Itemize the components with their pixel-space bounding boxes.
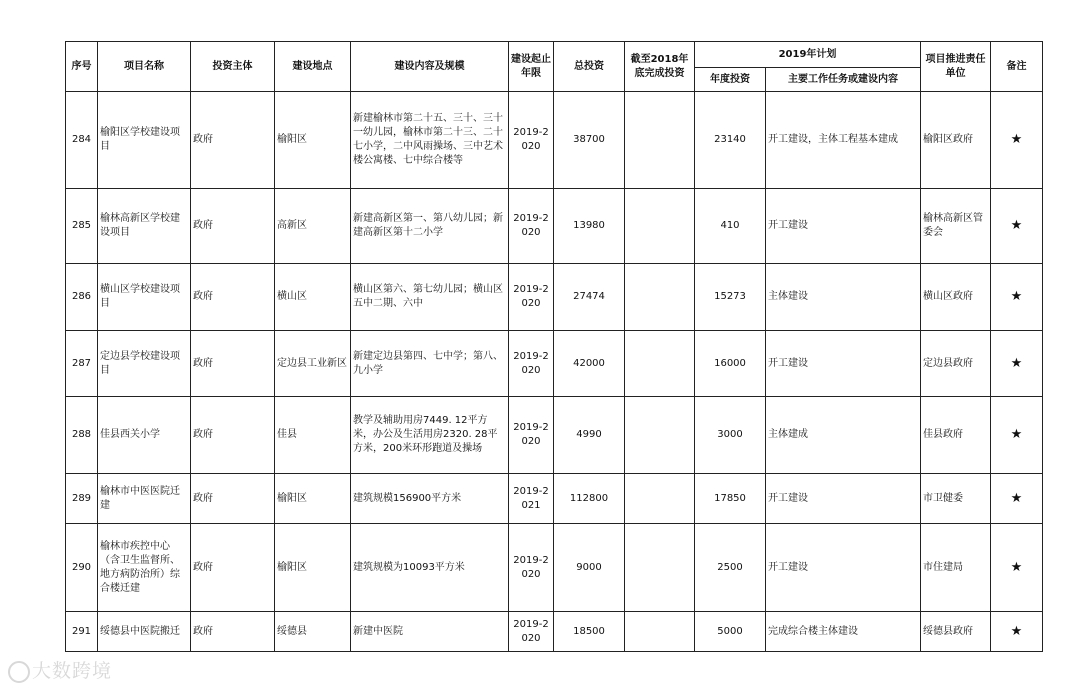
cell-seq: 289 [66, 474, 98, 524]
cell-content: 横山区第六、第七幼儿园；横山区五中二期、六中 [351, 264, 509, 331]
star-icon: ★ [991, 612, 1043, 652]
cell-annual: 17850 [695, 474, 766, 524]
star-icon: ★ [991, 397, 1043, 474]
cell-annual: 5000 [695, 612, 766, 652]
header-investor: 投资主体 [191, 42, 275, 92]
cell-period: 2019-2020 [509, 524, 554, 612]
star-icon: ★ [991, 264, 1043, 331]
cell-period: 2019-2020 [509, 331, 554, 397]
header-note: 备注 [991, 42, 1043, 92]
header-tasks: 主要工作任务或建设内容 [766, 68, 921, 92]
cell-annual: 16000 [695, 331, 766, 397]
table-row [66, 189, 1043, 264]
table-row [66, 474, 1043, 524]
cell-period: 2019-2021 [509, 474, 554, 524]
cell-tasks: 开工建设 [766, 331, 921, 397]
cell-unit: 榆阳区政府 [921, 92, 991, 189]
cell-seq: 284 [66, 92, 98, 189]
cell-name: 佳县西关小学 [98, 397, 191, 474]
table-row [66, 92, 1043, 189]
cell-unit: 榆林高新区管委会 [921, 189, 991, 264]
cell-annual: 23140 [695, 92, 766, 189]
cell-total: 4990 [554, 397, 625, 474]
cell-name: 横山区学校建设项目 [98, 264, 191, 331]
cell-total: 38700 [554, 92, 625, 189]
cell-tasks: 开工建设，主体工程基本建成 [766, 92, 921, 189]
cell-content: 新建中医院 [351, 612, 509, 652]
cell-annual: 15273 [695, 264, 766, 331]
star-icon: ★ [991, 189, 1043, 264]
cell-annual: 410 [695, 189, 766, 264]
project-table [65, 41, 1043, 652]
cell-investor: 政府 [191, 474, 275, 524]
header-content: 建设内容及规模 [351, 42, 509, 92]
header-done2018: 截至2018年底完成投资 [625, 42, 695, 92]
cell-unit: 绥德县政府 [921, 612, 991, 652]
cell-done2018 [625, 474, 695, 524]
cell-annual: 2500 [695, 524, 766, 612]
cell-investor: 政府 [191, 397, 275, 474]
cell-tasks: 开工建设 [766, 524, 921, 612]
table-row [66, 331, 1043, 397]
cell-investor: 政府 [191, 92, 275, 189]
cell-seq: 285 [66, 189, 98, 264]
cell-annual: 3000 [695, 397, 766, 474]
cell-content: 教学及辅助用房7449. 12平方米，办公及生活用房2320. 28平方米，200米环形跑道及操场 [351, 397, 509, 474]
project-table-sheet [65, 41, 1042, 652]
cell-unit: 定边县政府 [921, 331, 991, 397]
cell-done2018 [625, 524, 695, 612]
cell-total: 112800 [554, 474, 625, 524]
cell-period: 2019-2020 [509, 612, 554, 652]
cell-done2018 [625, 397, 695, 474]
cell-unit: 市卫健委 [921, 474, 991, 524]
cell-total: 13980 [554, 189, 625, 264]
cell-period: 2019-2020 [509, 92, 554, 189]
cell-total: 18500 [554, 612, 625, 652]
cell-content: 新建高新区第一、第八幼儿园；新建高新区第十二小学 [351, 189, 509, 264]
cell-tasks: 主体建成 [766, 397, 921, 474]
cell-name: 绥德县中医院搬迁 [98, 612, 191, 652]
cell-seq: 286 [66, 264, 98, 331]
cell-unit: 市住建局 [921, 524, 991, 612]
table-row [66, 524, 1043, 612]
cell-investor: 政府 [191, 612, 275, 652]
star-icon: ★ [991, 474, 1043, 524]
star-icon: ★ [991, 331, 1043, 397]
cell-period: 2019-2020 [509, 189, 554, 264]
header-annual: 年度投资 [695, 68, 766, 92]
table-row [66, 612, 1043, 652]
cell-location: 高新区 [275, 189, 351, 264]
cell-done2018 [625, 189, 695, 264]
header-period: 建设起止年限 [509, 42, 554, 92]
cell-done2018 [625, 92, 695, 189]
cell-content: 新建榆林市第二十五、三十、三十一幼儿园，榆林市第二十三、二十七小学，二中风雨操场、三中艺术楼公寓楼、七中综合楼等 [351, 92, 509, 189]
cell-location: 定边县工业新区 [275, 331, 351, 397]
cell-investor: 政府 [191, 331, 275, 397]
header-unit: 项目推进责任单位 [921, 42, 991, 92]
cell-location: 佳县 [275, 397, 351, 474]
cell-seq: 288 [66, 397, 98, 474]
cell-done2018 [625, 612, 695, 652]
cell-tasks: 开工建设 [766, 474, 921, 524]
cell-done2018 [625, 264, 695, 331]
cell-name: 榆林市疾控中心（含卫生监督所、地方病防治所）综合楼迁建 [98, 524, 191, 612]
star-icon: ★ [991, 92, 1043, 189]
cell-tasks: 开工建设 [766, 189, 921, 264]
cell-seq: 291 [66, 612, 98, 652]
cell-location: 榆阳区 [275, 524, 351, 612]
cell-unit: 佳县政府 [921, 397, 991, 474]
cell-total: 27474 [554, 264, 625, 331]
cell-name: 榆林市中医医院迁建 [98, 474, 191, 524]
cell-period: 2019-2020 [509, 264, 554, 331]
cell-name: 榆阳区学校建设项目 [98, 92, 191, 189]
cell-investor: 政府 [191, 189, 275, 264]
cell-name: 榆林高新区学校建设项目 [98, 189, 191, 264]
cell-name: 定边县学校建设项目 [98, 331, 191, 397]
cell-location: 榆阳区 [275, 92, 351, 189]
cell-investor: 政府 [191, 524, 275, 612]
star-icon: ★ [991, 524, 1043, 612]
header-plan2019: 2019年计划 [695, 42, 921, 68]
cell-seq: 287 [66, 331, 98, 397]
cell-period: 2019-2020 [509, 397, 554, 474]
header-seq: 序号 [66, 42, 98, 92]
cell-tasks: 主体建设 [766, 264, 921, 331]
cell-content: 建筑规模156900平方米 [351, 474, 509, 524]
cell-content: 建筑规模为10093平方米 [351, 524, 509, 612]
cell-investor: 政府 [191, 264, 275, 331]
cell-total: 42000 [554, 331, 625, 397]
cell-location: 横山区 [275, 264, 351, 331]
header-location: 建设地点 [275, 42, 351, 92]
header-total: 总投资 [554, 42, 625, 92]
table-row [66, 264, 1043, 331]
table-row [66, 397, 1043, 474]
cell-total: 9000 [554, 524, 625, 612]
watermark-logo-icon [8, 661, 30, 683]
watermark-text: 大数跨境 [32, 660, 113, 682]
header-name: 项目名称 [98, 42, 191, 92]
watermark [8, 656, 112, 683]
cell-location: 榆阳区 [275, 474, 351, 524]
cell-done2018 [625, 331, 695, 397]
cell-seq: 290 [66, 524, 98, 612]
cell-unit: 横山区政府 [921, 264, 991, 331]
cell-location: 绥德县 [275, 612, 351, 652]
cell-tasks: 完成综合楼主体建设 [766, 612, 921, 652]
cell-content: 新建定边县第四、七中学；第八、九小学 [351, 331, 509, 397]
